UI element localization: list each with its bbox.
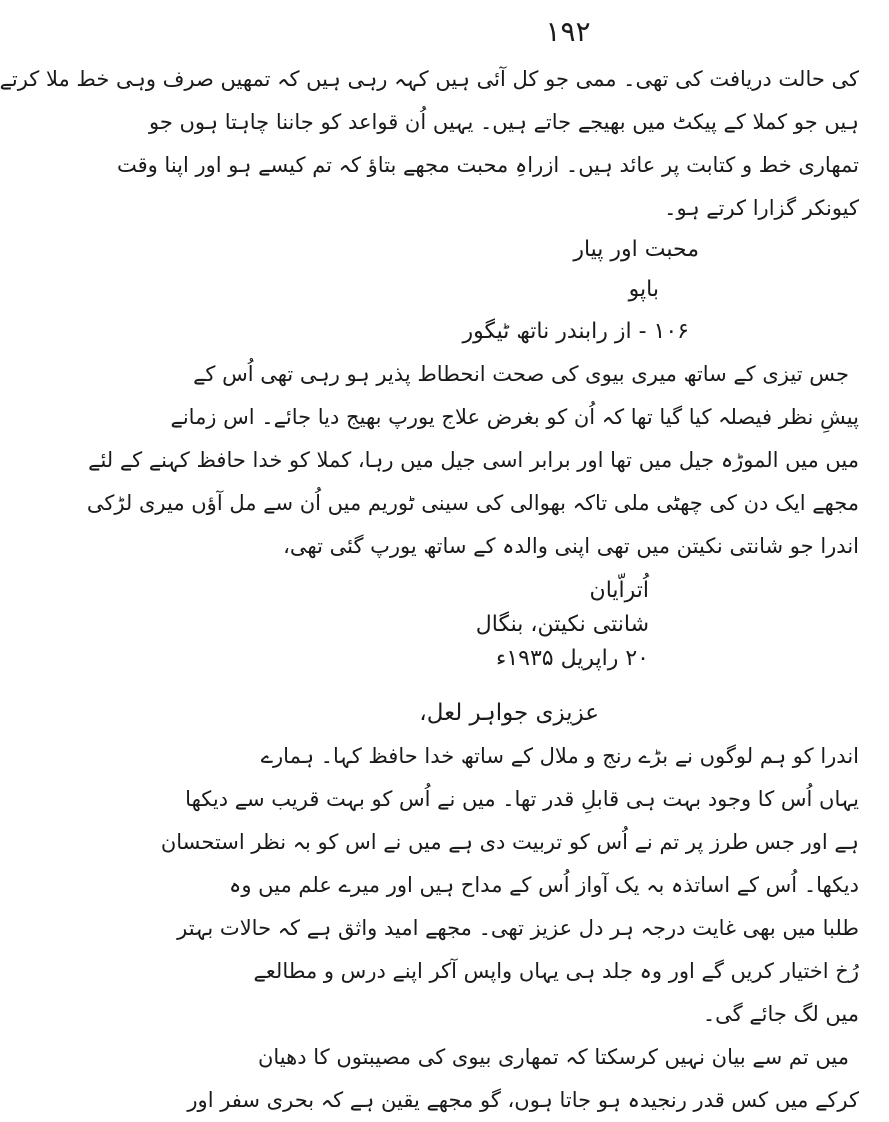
page-number: ۱۹۲ <box>545 15 591 48</box>
letter-heading-text: ۱۰۶ - از رابندر ناتھ ٹیگور <box>462 319 689 344</box>
text-line: کیونکر گزارا کرتے ہو۔ <box>664 196 859 220</box>
letter-address-line: شانتی نکیتن، بنگال <box>475 612 649 637</box>
text-line: ہے اور جس طرز پر تم نے اُس کو تربیت دی ہے میں نے اس کو بہ نظر استحسان <box>160 830 859 854</box>
letter-paragraph-2 <box>160 735 859 1036</box>
salutation <box>277 692 859 735</box>
text-line: رُخ اختیار کریں گے اور وہ جلد ہی یہاں واپس آکر اپنے درس و مطالعے <box>253 959 859 983</box>
text-line: میں لگ جائے گی۔ <box>702 1002 859 1026</box>
signoff <box>277 230 859 310</box>
letter-paragraph-1 <box>0 58 859 230</box>
text-line: طلبا میں بھی غایت درجہ ہر دل عزیز تھی۔ مجھے امید واثق ہے کہ حالات بہتر <box>177 916 859 940</box>
intro-paragraph <box>86 353 859 568</box>
text-line: میں میں الموڑہ جیل میں تھا اور برابر اسی جیل میں رہا، کملا کو خدا حافظ کہنے کے لئے <box>88 448 859 472</box>
letter-address-line: اُتراّیان <box>589 578 649 603</box>
text-line: مجھے ایک دن کی چھٹی ملی تاکہ بھوالی کی سینی ٹوریم میں اُن سے مل آؤں میری لڑکی <box>86 491 859 515</box>
text-line: کرکے میں کس قدر رنجیدہ ہو جاتا ہوں، گو مجھے یقین ہے کہ بحری سفر اور <box>187 1088 859 1112</box>
text-line: کی حالت دریافت کی تھی۔ ممی جو کل آئی ہیں کہہ رہی ہیں کہ تمھیں صرف وہی خط ملا کرتے <box>0 67 859 91</box>
text-line: میں تم سے بیان نہیں کرسکتا کہ تمھاری بیوی کی مصیبتوں کا دھیان <box>257 1045 849 1069</box>
signoff-line: محبت اور پیار <box>573 237 699 262</box>
letter-paragraph-3 <box>187 1036 859 1122</box>
letter-heading <box>277 310 859 353</box>
letter-date: ۲۰ راپریل ۱۹۳۵ء <box>495 646 649 671</box>
salutation-text: عزیزی جواہر لعل، <box>419 700 599 726</box>
text-line: جس تیزی کے ساتھ میری بیوی کی صحت انحطاط پذیر ہو رہی تھی اُس کے <box>193 362 849 386</box>
text-line: اندرا کو ہم لوگوں نے بڑے رنج و ملال کے ساتھ خدا حافظ کہا۔ ہمارے <box>260 744 859 768</box>
text-line: یہاں اُس کا وجود بہت ہی قابلِ قدر تھا۔ میں نے اُس کو بہت قریب سے دیکھا <box>185 787 859 811</box>
signoff-signature: باپو <box>628 277 659 302</box>
text-line: اندرا جو شانتی نکیتن میں تھی اپنی والدہ کے ساتھ یورپ گئی تھی، <box>283 534 859 558</box>
text-line: تمھاری خط و کتابت پر عائد ہیں۔ ازراہِ محبت مجھے بتاؤ کہ تم کیسے ہو اور اپنا وقت <box>116 153 859 177</box>
text-line: ہیں جو کملا کے پیکٹ میں بھیجے جاتے ہیں۔ یہیں اُن قواعد کو جاننا چاہتا ہوں جو <box>148 110 859 134</box>
text-line: پیشِ نظر فیصلہ کیا گیا تھا کہ اُن کو بغرض علاج یورپ بھیج دیا جائے۔ اس زمانے <box>170 405 859 429</box>
letter-address-date <box>277 574 859 676</box>
text-line: دیکھا۔ اُس کے اساتذہ بہ یک آواز اُس کے مداح ہیں اور میرے علم میں وہ <box>229 873 859 897</box>
